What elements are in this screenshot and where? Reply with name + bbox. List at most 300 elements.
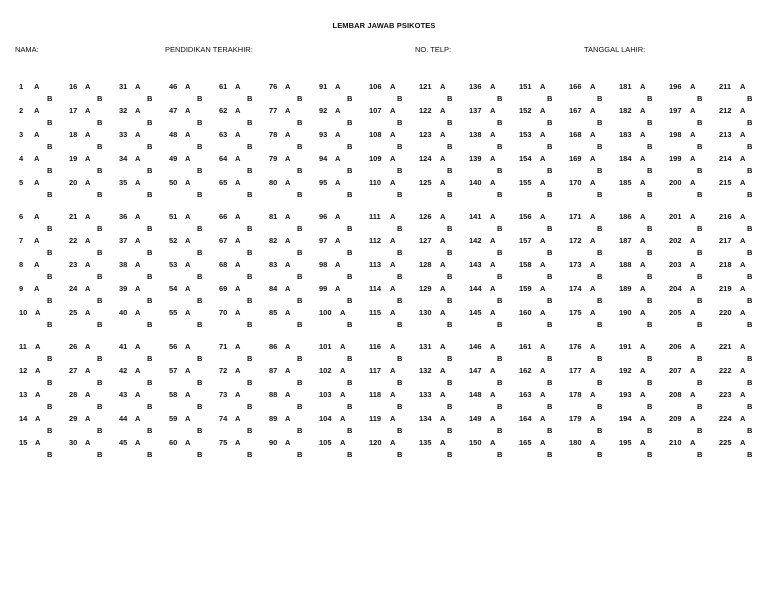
option-b[interactable]: B	[347, 94, 353, 103]
option-b[interactable]: B	[197, 402, 203, 411]
option-a[interactable]: A	[135, 212, 141, 221]
option-a[interactable]: A	[235, 82, 241, 91]
option-b[interactable]: B	[497, 190, 503, 199]
option-a[interactable]: A	[740, 308, 746, 317]
option-b[interactable]: B	[397, 142, 403, 151]
option-a[interactable]: A	[285, 414, 291, 423]
option-a[interactable]: A	[335, 260, 341, 269]
option-a[interactable]: A	[440, 342, 446, 351]
option-a[interactable]: A	[185, 390, 191, 399]
option-b[interactable]: B	[597, 272, 603, 281]
option-b[interactable]: B	[447, 426, 453, 435]
option-b[interactable]: B	[497, 450, 503, 459]
option-b[interactable]: B	[397, 320, 403, 329]
option-a[interactable]: A	[335, 212, 341, 221]
option-b[interactable]: B	[447, 296, 453, 305]
option-b[interactable]: B	[747, 118, 753, 127]
option-a[interactable]: A	[390, 236, 396, 245]
option-b[interactable]: B	[147, 450, 153, 459]
option-b[interactable]: B	[347, 166, 353, 175]
option-b[interactable]: B	[297, 272, 303, 281]
option-a[interactable]: A	[85, 438, 91, 447]
option-a[interactable]: A	[85, 260, 91, 269]
option-a[interactable]: A	[185, 82, 191, 91]
option-a[interactable]: A	[740, 236, 746, 245]
option-a[interactable]: A	[235, 366, 241, 375]
option-b[interactable]: B	[247, 118, 253, 127]
option-b[interactable]: B	[547, 354, 553, 363]
option-b[interactable]: B	[697, 224, 703, 233]
option-a[interactable]: A	[390, 106, 396, 115]
option-b[interactable]: B	[147, 248, 153, 257]
option-b[interactable]: B	[147, 94, 153, 103]
option-a[interactable]: A	[85, 308, 91, 317]
option-b[interactable]: B	[347, 142, 353, 151]
option-b[interactable]: B	[47, 94, 53, 103]
option-b[interactable]: B	[47, 320, 53, 329]
option-b[interactable]: B	[597, 402, 603, 411]
option-a[interactable]: A	[390, 212, 396, 221]
option-b[interactable]: B	[97, 94, 103, 103]
option-a[interactable]: A	[640, 82, 646, 91]
option-b[interactable]: B	[397, 296, 403, 305]
option-a[interactable]: A	[690, 390, 696, 399]
option-a[interactable]: A	[440, 308, 446, 317]
option-b[interactable]: B	[747, 450, 753, 459]
option-a[interactable]: A	[690, 308, 696, 317]
option-b[interactable]: B	[747, 142, 753, 151]
option-b[interactable]: B	[347, 426, 353, 435]
option-a[interactable]: A	[490, 154, 496, 163]
option-b[interactable]: B	[197, 190, 203, 199]
option-a[interactable]: A	[640, 438, 646, 447]
option-b[interactable]: B	[297, 354, 303, 363]
option-a[interactable]: A	[185, 284, 191, 293]
option-a[interactable]: A	[135, 414, 141, 423]
option-a[interactable]: A	[640, 236, 646, 245]
option-b[interactable]: B	[447, 190, 453, 199]
option-b[interactable]: B	[697, 426, 703, 435]
option-a[interactable]: A	[640, 308, 646, 317]
option-b[interactable]: B	[47, 224, 53, 233]
option-a[interactable]: A	[285, 130, 291, 139]
option-b[interactable]: B	[397, 450, 403, 459]
option-b[interactable]: B	[747, 94, 753, 103]
option-b[interactable]: B	[647, 272, 653, 281]
option-a[interactable]: A	[35, 342, 41, 351]
option-b[interactable]: B	[697, 320, 703, 329]
option-b[interactable]: B	[697, 378, 703, 387]
option-b[interactable]: B	[697, 354, 703, 363]
option-b[interactable]: B	[147, 166, 153, 175]
option-a[interactable]: A	[85, 414, 91, 423]
option-b[interactable]: B	[347, 354, 353, 363]
option-a[interactable]: A	[285, 154, 291, 163]
option-b[interactable]: B	[647, 378, 653, 387]
option-a[interactable]: A	[285, 308, 291, 317]
option-b[interactable]: B	[297, 320, 303, 329]
option-b[interactable]: B	[497, 94, 503, 103]
option-a[interactable]: A	[740, 130, 746, 139]
option-b[interactable]: B	[397, 354, 403, 363]
option-b[interactable]: B	[647, 320, 653, 329]
option-b[interactable]: B	[197, 426, 203, 435]
option-a[interactable]: A	[440, 414, 446, 423]
option-a[interactable]: A	[135, 438, 141, 447]
option-b[interactable]: B	[97, 190, 103, 199]
option-a[interactable]: A	[740, 438, 746, 447]
option-a[interactable]: A	[235, 106, 241, 115]
option-b[interactable]: B	[247, 450, 253, 459]
option-b[interactable]: B	[247, 354, 253, 363]
option-a[interactable]: A	[440, 390, 446, 399]
option-b[interactable]: B	[197, 450, 203, 459]
option-a[interactable]: A	[490, 260, 496, 269]
option-a[interactable]: A	[390, 414, 396, 423]
option-b[interactable]: B	[597, 190, 603, 199]
option-b[interactable]: B	[697, 190, 703, 199]
option-b[interactable]: B	[597, 166, 603, 175]
option-a[interactable]: A	[185, 236, 191, 245]
option-a[interactable]: A	[85, 212, 91, 221]
option-b[interactable]: B	[297, 450, 303, 459]
option-a[interactable]: A	[540, 390, 546, 399]
option-a[interactable]: A	[85, 82, 91, 91]
option-a[interactable]: A	[690, 106, 696, 115]
option-b[interactable]: B	[97, 142, 103, 151]
option-b[interactable]: B	[197, 296, 203, 305]
option-b[interactable]: B	[647, 190, 653, 199]
option-b[interactable]: B	[247, 296, 253, 305]
option-b[interactable]: B	[447, 166, 453, 175]
option-b[interactable]: B	[497, 320, 503, 329]
option-b[interactable]: B	[47, 248, 53, 257]
option-b[interactable]: B	[47, 118, 53, 127]
option-a[interactable]: A	[390, 390, 396, 399]
option-b[interactable]: B	[447, 402, 453, 411]
option-a[interactable]: A	[85, 130, 91, 139]
option-b[interactable]: B	[347, 450, 353, 459]
option-b[interactable]: B	[397, 426, 403, 435]
option-a[interactable]: A	[540, 236, 546, 245]
option-a[interactable]: A	[540, 414, 546, 423]
option-a[interactable]: A	[185, 438, 191, 447]
option-a[interactable]: A	[335, 178, 341, 187]
option-b[interactable]: B	[597, 426, 603, 435]
option-b[interactable]: B	[397, 378, 403, 387]
option-b[interactable]: B	[397, 224, 403, 233]
option-b[interactable]: B	[647, 426, 653, 435]
option-b[interactable]: B	[597, 248, 603, 257]
option-b[interactable]: B	[147, 378, 153, 387]
option-b[interactable]: B	[47, 402, 53, 411]
option-a[interactable]: A	[540, 284, 546, 293]
option-a[interactable]: A	[335, 154, 341, 163]
option-b[interactable]: B	[497, 402, 503, 411]
option-a[interactable]: A	[235, 260, 241, 269]
option-a[interactable]: A	[640, 154, 646, 163]
option-a[interactable]: A	[440, 366, 446, 375]
option-b[interactable]: B	[297, 402, 303, 411]
option-a[interactable]: A	[135, 260, 141, 269]
option-a[interactable]: A	[540, 308, 546, 317]
option-b[interactable]: B	[247, 94, 253, 103]
option-b[interactable]: B	[547, 142, 553, 151]
option-b[interactable]: B	[197, 378, 203, 387]
option-a[interactable]: A	[135, 366, 141, 375]
option-b[interactable]: B	[547, 320, 553, 329]
option-a[interactable]: A	[390, 154, 396, 163]
option-a[interactable]: A	[740, 390, 746, 399]
option-b[interactable]: B	[297, 426, 303, 435]
option-a[interactable]: A	[235, 308, 241, 317]
option-a[interactable]: A	[590, 284, 596, 293]
option-a[interactable]: A	[640, 414, 646, 423]
option-a[interactable]: A	[34, 82, 40, 91]
option-a[interactable]: A	[340, 366, 346, 375]
option-a[interactable]: A	[340, 342, 346, 351]
option-a[interactable]: A	[390, 342, 396, 351]
option-a[interactable]: A	[690, 212, 696, 221]
option-a[interactable]: A	[540, 154, 546, 163]
option-b[interactable]: B	[47, 450, 53, 459]
option-a[interactable]: A	[490, 366, 496, 375]
option-b[interactable]: B	[747, 378, 753, 387]
option-a[interactable]: A	[590, 438, 596, 447]
option-a[interactable]: A	[135, 236, 141, 245]
option-a[interactable]: A	[85, 284, 91, 293]
option-b[interactable]: B	[497, 248, 503, 257]
option-a[interactable]: A	[440, 236, 446, 245]
option-a[interactable]: A	[590, 342, 596, 351]
option-b[interactable]: B	[197, 224, 203, 233]
option-a[interactable]: A	[34, 178, 40, 187]
option-b[interactable]: B	[647, 94, 653, 103]
option-a[interactable]: A	[590, 212, 596, 221]
option-a[interactable]: A	[490, 438, 496, 447]
option-a[interactable]: A	[440, 438, 446, 447]
option-a[interactable]: A	[540, 130, 546, 139]
option-a[interactable]: A	[640, 178, 646, 187]
option-b[interactable]: B	[597, 224, 603, 233]
option-b[interactable]: B	[197, 354, 203, 363]
option-b[interactable]: B	[747, 402, 753, 411]
option-b[interactable]: B	[47, 272, 53, 281]
option-b[interactable]: B	[247, 142, 253, 151]
option-a[interactable]: A	[490, 82, 496, 91]
option-a[interactable]: A	[34, 212, 40, 221]
option-b[interactable]: B	[247, 426, 253, 435]
option-a[interactable]: A	[285, 284, 291, 293]
option-a[interactable]: A	[185, 366, 191, 375]
option-a[interactable]: A	[540, 82, 546, 91]
option-b[interactable]: B	[247, 402, 253, 411]
option-b[interactable]: B	[147, 224, 153, 233]
option-b[interactable]: B	[547, 272, 553, 281]
option-b[interactable]: B	[347, 320, 353, 329]
option-a[interactable]: A	[640, 212, 646, 221]
option-b[interactable]: B	[647, 166, 653, 175]
option-a[interactable]: A	[690, 438, 696, 447]
option-a[interactable]: A	[235, 212, 241, 221]
option-a[interactable]: A	[690, 154, 696, 163]
option-a[interactable]: A	[440, 106, 446, 115]
option-a[interactable]: A	[285, 438, 291, 447]
option-a[interactable]: A	[440, 260, 446, 269]
option-a[interactable]: A	[590, 106, 596, 115]
option-b[interactable]: B	[497, 166, 503, 175]
option-b[interactable]: B	[297, 142, 303, 151]
option-b[interactable]: B	[97, 450, 103, 459]
option-b[interactable]: B	[497, 426, 503, 435]
option-b[interactable]: B	[597, 296, 603, 305]
option-b[interactable]: B	[697, 166, 703, 175]
option-b[interactable]: B	[347, 296, 353, 305]
option-a[interactable]: A	[490, 284, 496, 293]
option-b[interactable]: B	[297, 118, 303, 127]
option-a[interactable]: A	[640, 260, 646, 269]
option-b[interactable]: B	[697, 272, 703, 281]
option-a[interactable]: A	[185, 308, 191, 317]
option-a[interactable]: A	[440, 178, 446, 187]
option-a[interactable]: A	[390, 178, 396, 187]
option-a[interactable]: A	[640, 366, 646, 375]
option-b[interactable]: B	[597, 94, 603, 103]
option-a[interactable]: A	[540, 260, 546, 269]
option-b[interactable]: B	[347, 378, 353, 387]
option-a[interactable]: A	[235, 154, 241, 163]
option-a[interactable]: A	[590, 366, 596, 375]
option-b[interactable]: B	[47, 378, 53, 387]
option-a[interactable]: A	[740, 154, 746, 163]
option-a[interactable]: A	[690, 130, 696, 139]
option-a[interactable]: A	[35, 308, 41, 317]
option-a[interactable]: A	[34, 154, 40, 163]
option-a[interactable]: A	[340, 438, 346, 447]
option-b[interactable]: B	[397, 272, 403, 281]
option-b[interactable]: B	[397, 402, 403, 411]
option-a[interactable]: A	[590, 236, 596, 245]
option-a[interactable]: A	[690, 366, 696, 375]
option-b[interactable]: B	[547, 118, 553, 127]
option-b[interactable]: B	[547, 378, 553, 387]
option-a[interactable]: A	[590, 308, 596, 317]
option-a[interactable]: A	[640, 130, 646, 139]
option-a[interactable]: A	[490, 130, 496, 139]
option-a[interactable]: A	[690, 178, 696, 187]
option-b[interactable]: B	[497, 142, 503, 151]
option-a[interactable]: A	[590, 154, 596, 163]
option-a[interactable]: A	[85, 178, 91, 187]
option-a[interactable]: A	[690, 260, 696, 269]
option-b[interactable]: B	[47, 142, 53, 151]
option-b[interactable]: B	[97, 320, 103, 329]
option-a[interactable]: A	[740, 106, 746, 115]
option-b[interactable]: B	[497, 272, 503, 281]
option-a[interactable]: A	[490, 212, 496, 221]
option-a[interactable]: A	[440, 212, 446, 221]
option-a[interactable]: A	[490, 178, 496, 187]
option-b[interactable]: B	[97, 426, 103, 435]
option-b[interactable]: B	[697, 450, 703, 459]
option-b[interactable]: B	[197, 94, 203, 103]
option-b[interactable]: B	[97, 248, 103, 257]
option-a[interactable]: A	[135, 284, 141, 293]
option-a[interactable]: A	[85, 154, 91, 163]
option-b[interactable]: B	[247, 378, 253, 387]
option-a[interactable]: A	[85, 106, 91, 115]
option-a[interactable]: A	[135, 390, 141, 399]
option-a[interactable]: A	[690, 342, 696, 351]
option-b[interactable]: B	[97, 402, 103, 411]
option-b[interactable]: B	[397, 166, 403, 175]
option-a[interactable]: A	[590, 260, 596, 269]
option-b[interactable]: B	[447, 450, 453, 459]
option-a[interactable]: A	[35, 366, 41, 375]
option-b[interactable]: B	[447, 118, 453, 127]
option-a[interactable]: A	[185, 212, 191, 221]
option-b[interactable]: B	[497, 354, 503, 363]
option-b[interactable]: B	[47, 166, 53, 175]
option-a[interactable]: A	[235, 390, 241, 399]
option-a[interactable]: A	[440, 284, 446, 293]
option-b[interactable]: B	[197, 166, 203, 175]
option-b[interactable]: B	[447, 248, 453, 257]
option-b[interactable]: B	[397, 190, 403, 199]
option-b[interactable]: B	[397, 94, 403, 103]
option-b[interactable]: B	[347, 224, 353, 233]
option-a[interactable]: A	[490, 106, 496, 115]
option-b[interactable]: B	[247, 190, 253, 199]
option-b[interactable]: B	[97, 224, 103, 233]
option-a[interactable]: A	[390, 284, 396, 293]
option-b[interactable]: B	[747, 354, 753, 363]
option-a[interactable]: A	[490, 342, 496, 351]
option-a[interactable]: A	[34, 260, 40, 269]
option-a[interactable]: A	[540, 366, 546, 375]
option-a[interactable]: A	[335, 82, 341, 91]
option-b[interactable]: B	[297, 248, 303, 257]
option-a[interactable]: A	[740, 342, 746, 351]
option-a[interactable]: A	[390, 82, 396, 91]
option-a[interactable]: A	[540, 178, 546, 187]
option-a[interactable]: A	[185, 342, 191, 351]
option-b[interactable]: B	[547, 94, 553, 103]
option-b[interactable]: B	[697, 142, 703, 151]
option-a[interactable]: A	[285, 260, 291, 269]
option-b[interactable]: B	[497, 118, 503, 127]
option-a[interactable]: A	[590, 414, 596, 423]
option-b[interactable]: B	[147, 354, 153, 363]
option-b[interactable]: B	[697, 402, 703, 411]
option-b[interactable]: B	[197, 118, 203, 127]
option-a[interactable]: A	[285, 82, 291, 91]
option-a[interactable]: A	[690, 82, 696, 91]
option-b[interactable]: B	[397, 248, 403, 257]
option-a[interactable]: A	[740, 82, 746, 91]
option-b[interactable]: B	[97, 296, 103, 305]
option-a[interactable]: A	[440, 82, 446, 91]
option-a[interactable]: A	[235, 342, 241, 351]
option-a[interactable]: A	[235, 414, 241, 423]
option-b[interactable]: B	[297, 224, 303, 233]
option-a[interactable]: A	[335, 284, 341, 293]
option-b[interactable]: B	[747, 224, 753, 233]
option-a[interactable]: A	[235, 130, 241, 139]
option-b[interactable]: B	[597, 378, 603, 387]
option-a[interactable]: A	[440, 130, 446, 139]
option-b[interactable]: B	[47, 354, 53, 363]
